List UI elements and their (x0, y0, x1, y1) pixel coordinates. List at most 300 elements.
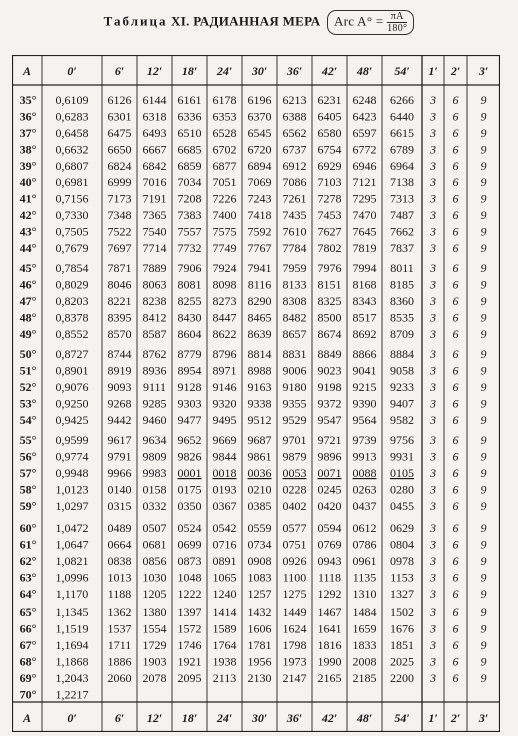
table-cell: 0,7156 (55, 191, 89, 206)
difference-cell: 6 (452, 208, 459, 222)
table-cell: 8011 (390, 261, 414, 275)
table-cell: 9198 (317, 380, 342, 394)
table-cell: 1362 (107, 605, 132, 619)
difference-cell: 3 (430, 175, 436, 189)
difference-cell: 3 (430, 347, 436, 361)
angle-label: 52° (19, 380, 37, 394)
table-cell: 0263 (352, 482, 377, 497)
table-cell: 8954 (177, 363, 202, 378)
table-cell: 9617 (107, 433, 132, 447)
table-cell: 7243 (247, 191, 272, 206)
table-cell: 1013 (107, 570, 132, 585)
table-cell: 1,1345 (55, 605, 89, 619)
angle-label: 39° (19, 159, 37, 173)
table-cell: 0332 (142, 499, 167, 513)
angle-label: 57° (19, 466, 37, 480)
table-cell: 0559 (247, 521, 272, 535)
table-cell: 6929 (317, 159, 342, 173)
table-cell: 0455 (390, 499, 414, 513)
table-cell: 1484 (352, 605, 377, 619)
table-cell: 0036 (247, 466, 272, 480)
table-cell: 6126 (107, 93, 132, 107)
angle-label: 43° (19, 224, 37, 239)
table-cell: 9268 (107, 396, 132, 411)
table-cell: 1537 (107, 621, 132, 636)
table-cell: 1275 (282, 587, 307, 601)
table-cell: 0629 (390, 521, 414, 535)
angle-label: 64° (19, 587, 37, 601)
column-footer: 42′ (321, 711, 338, 725)
table-cell: 1310 (352, 587, 377, 601)
table-cell: 7086 (282, 175, 307, 189)
table-cell: 0594 (317, 521, 342, 535)
column-footer: 6′ (114, 711, 125, 725)
table-cell: 9146 (212, 380, 237, 394)
table-cell: 1781 (247, 638, 272, 652)
table-cell: 8762 (142, 347, 167, 361)
table-cell: 1030 (142, 570, 167, 585)
table-cell: 8273 (212, 294, 237, 308)
table-cell: 1,0647 (55, 537, 89, 552)
table-cell: 6510 (177, 126, 202, 140)
difference-cell: 3 (430, 142, 436, 157)
table-cell: 1,1694 (55, 638, 89, 652)
table-cell: 6248 (352, 93, 377, 107)
table-cell: 2095 (177, 671, 202, 685)
table-cell: 8587 (142, 327, 167, 341)
table-cell: 1,0996 (55, 570, 89, 585)
difference-cell: 3 (430, 433, 436, 447)
table-cell: 1118 (317, 570, 342, 585)
table-cell: 6545 (247, 126, 272, 140)
difference-cell: 6 (452, 241, 459, 255)
difference-cell: 6 (452, 224, 459, 239)
table-cell: 1502 (390, 605, 414, 619)
table-cell: 2165 (317, 671, 342, 685)
column-footer: 1′ (428, 711, 438, 725)
table-cell: 8709 (390, 327, 414, 341)
table-cell: 8866 (352, 347, 377, 361)
table-cell: 7470 (352, 208, 377, 222)
difference-cell: 6 (452, 327, 459, 341)
title-heading: РАДИАННАЯ МЕРА (193, 13, 321, 29)
table-cell: 1432 (247, 605, 272, 619)
table-cell: 0489 (107, 521, 132, 535)
column-header: A (22, 64, 32, 78)
table-cell: 9739 (352, 433, 377, 447)
angle-label: 69° (19, 671, 37, 685)
title-word: Таблица (103, 13, 168, 29)
table-cell: 0,6981 (55, 175, 89, 189)
table-cell: 0437 (352, 499, 377, 513)
table-cell: 9390 (352, 396, 377, 411)
table-cell: 6754 (317, 142, 342, 157)
table-cell: 0838 (107, 554, 132, 568)
angle-label: 48° (19, 310, 37, 325)
table-cell: 9285 (142, 396, 167, 411)
difference-cell: 6 (452, 277, 459, 292)
difference-cell: 3 (430, 363, 436, 378)
angle-label: 59° (19, 499, 37, 513)
table-cell: 8116 (247, 277, 272, 292)
table-cell: 8255 (177, 294, 202, 308)
table-cell: 7418 (247, 208, 272, 222)
table-cell: 1956 (247, 654, 272, 669)
table-cell: 7662 (390, 224, 414, 239)
table-cell: 1833 (352, 638, 377, 652)
difference-cell: 3 (430, 671, 436, 685)
difference-cell: 9 (480, 93, 487, 107)
table-cell: 8395 (107, 310, 132, 325)
table-cell: 0,9948 (55, 466, 89, 480)
table-cell: 8185 (390, 277, 414, 292)
difference-cell: 9 (480, 587, 487, 601)
table-cell: 7889 (142, 261, 167, 275)
table-cell: 9006 (282, 363, 307, 378)
table-cell: 1851 (390, 638, 414, 652)
table-cell: 1641 (317, 621, 342, 636)
table-cell: 8971 (212, 363, 237, 378)
table-cell: 6859 (177, 159, 202, 173)
difference-cell: 9 (480, 638, 487, 652)
table-cell: 6946 (352, 159, 377, 173)
difference-cell: 3 (430, 521, 436, 535)
table-cell: 1414 (212, 605, 237, 619)
table-cell: 6301 (107, 109, 132, 124)
table-cell: 1083 (247, 570, 272, 585)
difference-cell: 3 (430, 449, 436, 464)
column-footer: 12′ (146, 711, 163, 725)
table-cell: 8447 (212, 310, 237, 325)
table-cell: 0699 (177, 537, 202, 552)
table-cell: 6789 (390, 142, 414, 157)
table-cell: 0105 (390, 466, 414, 480)
difference-cell: 3 (430, 554, 436, 568)
difference-cell: 3 (430, 109, 436, 124)
table-cell: 1886 (107, 654, 132, 669)
table-cell: 9442 (107, 413, 132, 427)
table-cell: 7592 (247, 224, 272, 239)
difference-cell: 6 (452, 554, 459, 568)
table-cell: 0769 (317, 537, 342, 552)
table-cell: 1606 (247, 621, 272, 636)
table-cell: 2147 (282, 671, 307, 685)
difference-cell: 9 (480, 570, 487, 585)
table-cell: 9669 (212, 433, 237, 447)
difference-cell: 9 (480, 159, 487, 173)
difference-cell: 9 (480, 175, 487, 189)
difference-cell: 3 (430, 638, 436, 652)
table-cell: 8884 (390, 347, 414, 361)
table-cell: 8046 (107, 277, 132, 292)
table-cell: 0228 (282, 482, 307, 497)
difference-cell: 6 (452, 654, 459, 669)
table-cell: 6650 (107, 142, 132, 157)
table-cell: 6580 (317, 126, 342, 140)
table-cell: 1554 (142, 621, 167, 636)
table-cell: 8988 (247, 363, 272, 378)
table-cell: 1100 (282, 570, 307, 585)
angle-label: 45° (19, 261, 37, 275)
table-cell: 8430 (177, 310, 202, 325)
table-cell: 9861 (247, 449, 272, 464)
table-cell: 7837 (390, 241, 414, 255)
angle-label: 68° (19, 654, 37, 669)
table-cell: 8674 (317, 327, 342, 341)
table-cell: 6964 (390, 159, 414, 173)
table-cell: 7802 (317, 241, 342, 255)
table-cell: 6231 (317, 93, 342, 107)
table-cell: 8308 (282, 294, 307, 308)
angle-label: 61° (19, 537, 37, 552)
difference-cell: 3 (430, 482, 436, 497)
table-cell: 0053 (282, 466, 307, 480)
table-cell: 1,0472 (55, 521, 89, 535)
table-cell: 7121 (352, 175, 377, 189)
table-cell: 7959 (282, 261, 307, 275)
difference-cell: 3 (430, 277, 436, 292)
table-grid (12, 55, 500, 732)
difference-cell: 9 (480, 433, 487, 447)
table-cell: 9041 (352, 363, 377, 378)
difference-cell: 3 (430, 380, 436, 394)
table-cell: 9721 (317, 433, 342, 447)
difference-cell: 9 (480, 327, 487, 341)
table-cell: 0577 (282, 521, 307, 535)
table-cell: 0681 (142, 537, 167, 552)
table-cell: 1990 (317, 654, 342, 669)
table-cell: 0891 (212, 554, 237, 568)
angle-label: 47° (19, 294, 37, 308)
difference-cell: 6 (452, 159, 459, 173)
table-cell: 7103 (317, 175, 342, 189)
table-cell: 7627 (317, 224, 342, 239)
table-cell: 1,1170 (55, 587, 89, 601)
table-cell: 0507 (142, 521, 167, 535)
angle-label: 58° (19, 482, 37, 497)
table-cell: 9163 (247, 380, 272, 394)
column-footer: A (22, 711, 32, 725)
table-cell: 1973 (282, 654, 307, 669)
table-cell: 7906 (177, 261, 202, 275)
table-cell: 0158 (142, 482, 167, 497)
table-cell: 7784 (282, 241, 307, 255)
difference-cell: 9 (480, 363, 487, 378)
table-cell: 0856 (142, 554, 167, 568)
table-cell: 9372 (317, 396, 342, 411)
table-cell: 8081 (177, 277, 202, 292)
table-cell: 9879 (282, 449, 307, 464)
difference-cell: 9 (480, 499, 487, 513)
difference-cell: 9 (480, 396, 487, 411)
angle-label: 56° (19, 449, 37, 464)
difference-cell: 6 (452, 294, 459, 308)
angle-label: 50° (19, 347, 37, 361)
table-cell: 0350 (177, 499, 202, 513)
table-cell: 2185 (352, 671, 377, 685)
table-cell: 9460 (142, 413, 167, 427)
difference-cell: 6 (452, 380, 459, 394)
difference-cell: 9 (480, 380, 487, 394)
table-cell: 1257 (247, 587, 272, 601)
table-cell: 8814 (247, 347, 272, 361)
table-cell: 7208 (177, 191, 202, 206)
difference-cell: 3 (430, 93, 436, 107)
table-cell: 6720 (247, 142, 272, 157)
table-cell: 8343 (352, 294, 377, 308)
table-cell: 0,6632 (55, 142, 89, 157)
table-cell: 7261 (282, 191, 307, 206)
table-cell: 7522 (107, 224, 132, 239)
table-cell: 7051 (212, 175, 237, 189)
table-cell: 6370 (247, 109, 272, 124)
table-cell: 7924 (212, 261, 237, 275)
table-cell: 6528 (212, 126, 237, 140)
table-cell: 1048 (177, 570, 202, 585)
table-cell: 7435 (282, 208, 307, 222)
table-cell: 1589 (212, 621, 237, 636)
table-cell: 0088 (352, 466, 377, 480)
table-cell: 1397 (177, 605, 202, 619)
table-cell: 1746 (177, 638, 202, 652)
table-cell: 9983 (142, 466, 167, 480)
column-header: 54′ (394, 64, 410, 78)
table-cell: 6894 (247, 159, 272, 173)
table-cell: 0210 (247, 482, 272, 497)
table-cell: 8412 (142, 310, 167, 325)
table-cell: 0,8029 (55, 277, 89, 292)
column-footer: 48′ (356, 711, 373, 725)
table-cell: 2113 (212, 671, 237, 685)
table-cell: 7540 (142, 224, 167, 239)
formula-box (327, 10, 414, 35)
difference-cell: 3 (430, 605, 436, 619)
table-cell: 6388 (282, 109, 307, 124)
table-cell: 7383 (177, 208, 202, 222)
table-cell: 1065 (212, 570, 237, 585)
angle-label: 35° (19, 93, 37, 107)
table-cell: 0664 (107, 537, 132, 552)
difference-cell: 9 (480, 413, 487, 427)
table-cell: 8849 (317, 347, 342, 361)
angle-label: 67° (19, 638, 37, 652)
difference-cell: 6 (452, 363, 459, 378)
difference-cell: 9 (480, 241, 487, 255)
difference-cell: 6 (452, 175, 459, 189)
table-cell: 8779 (177, 347, 202, 361)
table-cell: 1,1868 (55, 654, 89, 669)
table-cell: 1659 (352, 621, 377, 636)
table-cell: 0,9599 (55, 433, 89, 447)
difference-cell: 9 (480, 224, 487, 239)
table-cell: 8535 (390, 310, 414, 325)
column-header: 24′ (216, 64, 233, 78)
difference-cell: 9 (480, 109, 487, 124)
angle-label: 44° (19, 241, 37, 255)
table-cell: 6266 (390, 93, 414, 107)
table-cell: 1292 (317, 587, 342, 601)
difference-cell: 9 (480, 310, 487, 325)
table-cell: 8692 (352, 327, 377, 341)
table-cell: 9756 (390, 433, 414, 447)
table-cell: 1327 (390, 587, 414, 601)
table-cell: 0071 (317, 466, 342, 480)
difference-cell: 9 (480, 654, 487, 669)
table-cell: 9320 (212, 396, 237, 411)
table-cell: 0,9076 (55, 380, 89, 394)
table-cell: 6877 (212, 159, 237, 173)
difference-cell: 3 (430, 224, 436, 239)
table-cell: 7173 (107, 191, 132, 206)
table-cell: 0001 (177, 466, 202, 480)
angle-label: 36° (19, 109, 37, 124)
angle-label: 46° (19, 277, 37, 292)
table-cell: 8325 (317, 294, 342, 308)
table-cell: 0,8552 (55, 327, 89, 341)
angle-label: 42° (19, 208, 37, 222)
table-cell: 8482 (282, 310, 307, 325)
table-cell: 0,8727 (55, 347, 89, 361)
table-cell: 6597 (352, 126, 377, 140)
table-cell: 7191 (142, 191, 167, 206)
table-cell: 0524 (177, 521, 202, 535)
difference-cell: 9 (480, 605, 487, 619)
difference-cell: 6 (452, 310, 459, 325)
table-cell: 2060 (107, 671, 132, 685)
table-cell: 6999 (107, 175, 132, 189)
table-cell: 9547 (317, 413, 342, 427)
column-header: 12′ (146, 64, 163, 78)
angle-label: 66° (19, 621, 37, 636)
table-cell: 8465 (247, 310, 272, 325)
column-header: 2′ (450, 64, 461, 78)
table-cell: 7749 (212, 241, 237, 255)
table-cell: 7487 (390, 208, 414, 222)
angle-label: 62° (19, 554, 37, 568)
difference-cell: 6 (452, 142, 459, 157)
table-cell: 9913 (352, 449, 377, 464)
table-cell: 1153 (390, 570, 414, 585)
table-cell: 1,2043 (55, 671, 89, 685)
table-cell: 1572 (177, 621, 202, 636)
table-cell: 9809 (142, 449, 167, 464)
difference-cell: 9 (480, 482, 487, 497)
difference-cell: 9 (480, 621, 487, 636)
difference-cell: 3 (430, 310, 436, 325)
difference-cell: 6 (452, 449, 459, 464)
column-header: 6′ (114, 64, 125, 78)
angle-label: 37° (19, 126, 37, 140)
column-header: 0′ (67, 64, 77, 78)
table-cell: 1467 (317, 605, 342, 619)
radian-table (12, 55, 500, 732)
table-cell: 7732 (177, 241, 202, 255)
table-cell: 6772 (352, 142, 377, 157)
table-cell: 8238 (142, 294, 167, 308)
table-cell: 8936 (142, 363, 167, 378)
difference-cell: 3 (430, 191, 436, 206)
difference-cell: 3 (430, 241, 436, 255)
table-cell: 1921 (177, 654, 202, 669)
difference-cell: 3 (430, 261, 436, 275)
table-cell: 0367 (212, 499, 237, 513)
table-cell: 8098 (212, 277, 237, 292)
table-cell: 8290 (247, 294, 272, 308)
difference-cell: 6 (452, 413, 459, 427)
column-footer: 3′ (478, 711, 489, 725)
table-cell: 1,0297 (55, 499, 89, 513)
table-cell: 0,6807 (55, 159, 89, 173)
